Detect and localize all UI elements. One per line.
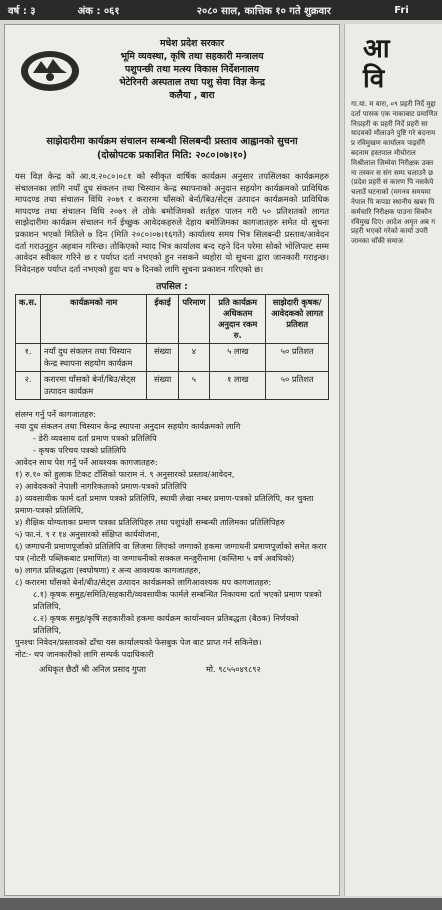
- masthead-issue: अंक : ०६१: [77, 6, 120, 17]
- table-cell: नयाँ दुध संकलन तथा चिस्यान केन्द्र स्थापना सहयोग कार्यक्रम: [41, 344, 147, 372]
- doc-line: संलग्न गर्नु पर्ने कागजातहरु:: [15, 409, 97, 420]
- doc-line: ४) शैक्षिक योग्यताका प्रमाण पत्रका प्रतिलिपिहरु तथा पशुपंक्षी सम्बन्धी तालिमका प्रतिलिपिहरु: [15, 517, 285, 528]
- required-documents: [15, 408, 329, 660]
- column-header: साझेदारी कृषक/आवेदकको लागत प्रतिशत: [266, 295, 329, 344]
- page-bottom-edge: [0, 898, 442, 910]
- masthead-volume: वर्ष : ३: [8, 6, 36, 17]
- table-cell: ५० प्रतिशत: [266, 344, 329, 372]
- column-header: ईकाई: [147, 295, 178, 344]
- doc-line: आवेदन साथ पेश गर्नु पर्ने आवश्यक कागजातहरु:: [15, 457, 158, 468]
- table-cell: संख्या: [147, 372, 178, 400]
- org-line: कलैया , बारा: [169, 90, 215, 101]
- doc-line: १) रु.१० को हुलाक टिकट टाँसिको फाराम नं. ९ अनुसारको प्रस्ताव/आवेदन,: [15, 469, 235, 480]
- doc-line: ३) व्यवसायीक फार्म दर्ता प्रमाण पत्रको प्रतिलिपि, स्थायी लेखा नम्बर प्रमाण-पत्रको प्रतिलिपि, कर चुक्ता प्रमाण-पत्रको प्रतिलिपि,: [15, 493, 314, 516]
- masthead-date: २०८० साल, कात्तिक १० गते शुक्रवार: [196, 6, 331, 17]
- doc-line: - कृषक परिचय पत्रको प्रतिलिपि: [33, 445, 127, 456]
- notice-title-main: साझेदारीमा कार्यक्रम संचालन सम्बन्धी सिलबन्दी प्रस्ताव आह्वानको सुचना: [46, 136, 298, 147]
- doc-line: ८.१) कृषक समुह/समिति/सहकारी/व्यवसायीक फार्मले सम्बन्धित निकायमा दर्ता भएको प्रमाण पत्रको प्रतिलिपि,: [33, 589, 322, 612]
- table-cell: संख्या: [147, 344, 178, 372]
- doc-line: - डेरी व्यवसाय दर्ता प्रमाण पत्रको प्रतिलिपि: [33, 433, 157, 444]
- table-cell: ५: [178, 372, 209, 400]
- doc-line: २) आवेदकको नेपाली नागरिकताको प्रमाण-पत्रको प्रतिलिपि: [15, 481, 187, 492]
- column-header: परिमाण: [178, 295, 209, 344]
- contact-phone: मो. ९८५५०४९८९२: [205, 664, 261, 675]
- doc-line: नोट:- थप जानकारीको लागि सम्पर्क पदाधिकारी: [15, 649, 154, 660]
- doc-line: ८) करारमा घाँसको बेर्ना/बीउ/सेट्स उत्पादन कार्यक्रमको लागिआवश्यक थप कागजातहरु:: [15, 577, 272, 588]
- doc-line: पुनश्चः निवेदन/प्रस्तावको ढाँचा यस कार्यालयको फेसबुक पेज बाट प्राप्त गर्न सकिनेछ।: [15, 637, 262, 648]
- column-header: कार्यक्रमको नाम: [41, 295, 147, 344]
- doc-line: ७) लागत प्रतिबद्धता (स्वघोषणा) र अन्य आवश्यक कागजातहरु,: [15, 565, 201, 576]
- table-header-row: [16, 295, 329, 344]
- table-cell: करारमा घाँसको बेर्ना/बिउ/सेट्स उत्पादन कार्यक्रम: [41, 372, 147, 400]
- side-headline-line: आ: [363, 34, 391, 64]
- table-cell: ४: [178, 344, 209, 372]
- notice-title-date: (दोस्रोपटक प्रकाशित मिति: २०८०।०७।१०): [96, 150, 248, 161]
- newspaper-masthead: [0, 0, 442, 20]
- masthead-day: Fri: [394, 4, 409, 16]
- side-article-text: गा.या. म वारा, ०९ प्रहरी निर्दे मुद्दा दर्ता पासक एक नाकाबाट प्रमाणित निःप्रहरी क प्रहरी निर्दे प्रहरी सा यादवको मौलाउने पुष्टि गरे बदनाम प्र रविमुखण कार्यालय पाइसँगै बदनाम हस्तपाल मौचोराल मिश्रीलाल जिम्मेवा निरीक्षक उक्त ना तस्कर स संग सम्प चलाउनै छ (प्रदेश प्रहरी सं कारण पि नसकेपे चलाउँ घटनाको (मगनव समयमा नेपाल पि कपडा स्थानीय खबर पि कर्मचारि निरीक्षक पाउना सिकौन रविमुख दिए। आदेश अमृत अब ग प्रहरी भएको गरेको कार्या उपरी जानका चाँकी समाज: [351, 100, 438, 246]
- contact-signature: [15, 664, 329, 675]
- side-headline-line: वि: [363, 64, 386, 94]
- table-row: [16, 344, 329, 372]
- notice-header: [15, 31, 329, 127]
- table-cell: ५० प्रतिशत: [266, 372, 329, 400]
- table-cell: १.: [16, 344, 41, 372]
- contact-name: अधिकृत छैठौं श्री अनिल प्रसाद गुप्ता: [39, 664, 146, 675]
- column-header: क.स.: [16, 295, 41, 344]
- doc-line: ५) फा.नं. ९ र १४ अनुसारको संक्षिप्त कार्ययोजना,: [15, 529, 160, 540]
- side-headline: [345, 34, 442, 94]
- org-line: मधेश प्रदेश सरकार: [159, 38, 225, 49]
- table-cell: १ लाख: [210, 372, 266, 400]
- org-line: भेटेरिनरी अस्पताल तथा पशु सेवा विज्ञ केन्द्र: [119, 77, 265, 88]
- doc-line: नया दुध संकलन तथा चिस्यान केन्द्र स्थापना अनुदान सहयोग कार्यक्रमको लागि: [15, 421, 241, 432]
- org-line: भूमि व्यवस्था, कृषि तथा सहकारी मन्त्रालय: [120, 51, 264, 62]
- doc-line: ६) जग्गाधनी प्रमाणपूर्जाको प्रतिलिपि वा लिजमा लिएको जग्गाको हकमा जग्गाधनी प्रमाणपूर्जाको समेत करार पत्र (नोटरी पब्लिकबाट प्रमाणित) वा जग्गाधनीको सक्कल मन्जुरीनामा (कम्तिमा ५ वर्ष अवधिको): [15, 541, 327, 564]
- doc-line: ८.२) कृषक समुह/कृषि सहकारीको हकमा कार्यक्रम कार्यान्वयन प्रतिबद्धता (बैठक) निर्णयको प्रतिलिपि,: [33, 613, 299, 636]
- table-cell: ५ लाख: [210, 344, 266, 372]
- adjacent-news-column: [344, 24, 442, 896]
- table-row: [16, 372, 329, 400]
- program-table: [15, 294, 329, 400]
- notice-body: यस विज्ञ केन्द्र को आ.व.२०८०।०८१ को स्वीकृत वार्षिक कार्यक्रम अनुसार तपसिलका कार्यक्रमहरु संचालनका लागि नयाँ दुध संकलन तथा चिस्यान केन्द्र स्थापनाको अनुदान सहयोग कार्यक्रमको प्राविधिक मापदण्ड तथा संचालन विधि २०७९ र करारमा घाँसको बेर्ना/बिउ/सेट्स उत्पादन कार्यक्रमको प्राविधिक मापदण्ड तथा संचालन विधि २०७९ ले तोके बमोजिमको शर्तहरु पालन गरी ५० प्रतिशतको लागत साझेदारीमा कार्यक्रम संचालन गर्न ईच्छुक आवेदकहरुले देहाय बमोजिमका कागजातहरु समेत यो सुचना प्रकाशन भएको मितिले ७ दिन (मिति २०८०।०७।१६गते) कार्यालय समय भित्र सिलबन्दी प्रस्ताव/आवेदन दर्ता गराउनुहुन अहवान गरिन्छ। तोकिएको म्याद भित्र कार्यालय बन्द रहने दिन परेमा सोको भोलिपल्ट सम्म आवेदन स्वीकार गरिने छ र पर्याप्त दर्ता नभएको हुन नसकने व्यहोरा यो सुचना द्वारा जानकारी गराइन्छ। निवेदनहरु पर्याप्त दर्ता नभएको हुदा थप ७ दिनको लागि सुचना प्रकाशन गरिएको छ।: [15, 171, 329, 274]
- notice-title: [15, 135, 329, 163]
- org-line: पशुपन्छी तथा मत्स्य विकास निर्देशनालय: [124, 64, 260, 75]
- table-cell: २.: [16, 372, 41, 400]
- issuing-organization: [55, 37, 329, 102]
- column-header: प्रति कार्यक्रम अधिकतम अनुदान रकम रु.: [210, 295, 266, 344]
- table-title: तपसिल :: [156, 282, 188, 293]
- public-notice: [4, 24, 340, 896]
